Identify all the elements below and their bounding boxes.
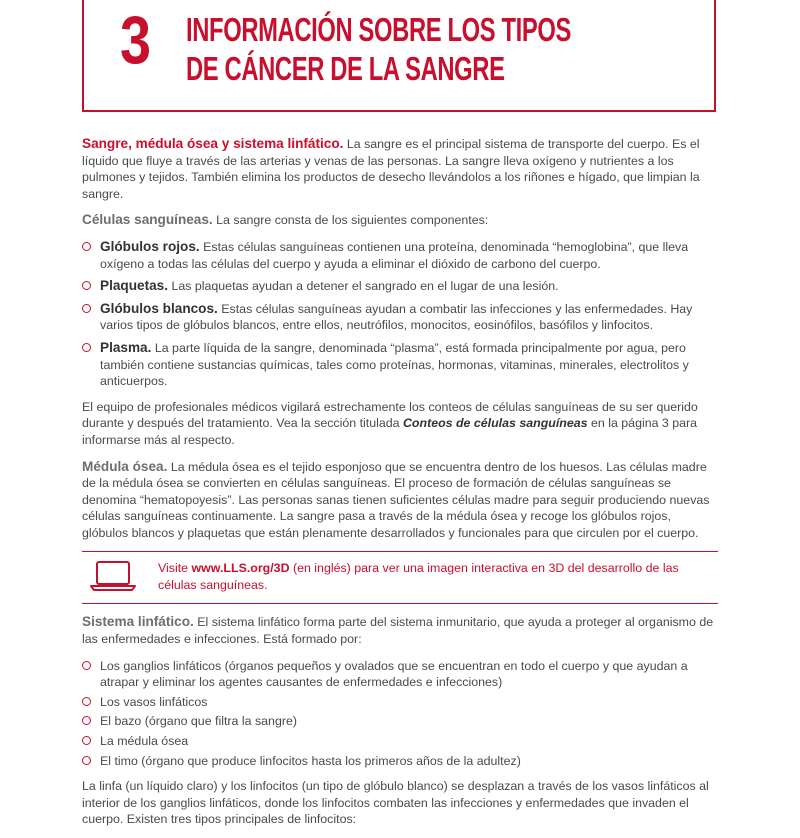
list-item-term: Plasma. [100,339,152,355]
circle-bullet-icon [82,661,91,670]
circle-bullet-icon [82,716,91,725]
laptop-icon [90,560,136,592]
intro-text: La sangre es el principal sistema de transporte del cuerpo. Es el líquido que fluye a través de las arterias y venas de las personas. La sangre lleva oxígeno y nutrientes a los pulmones y tejidos. También elimina los productos de desecho llevándolos a los riñones e hígado, que limpian la sangre. [82,137,700,201]
list-item-term: Glóbulos rojos. [100,238,200,254]
callout-visit-text: Visite [158,561,192,576]
lymph-text: El sistema linfático forma parte del sistema inmunitario, que ayuda a proteger al organismo de las enfermedades e infecciones. Está formado por: [82,615,714,647]
circle-bullet-icon [82,281,91,290]
chapter-title-line-2: DE CÁNCER DE LA SANGRE [186,50,505,87]
list-item-term: Plaquetas. [100,278,168,294]
circle-bullet-icon [82,736,91,745]
callout-text: (en inglés) para ver una imagen interactiva en 3D del desarrollo de las células sanguíneas. [158,561,679,593]
monitoring-text-after: en la página 3 para informarse más al respecto. [82,416,698,447]
circle-bullet-icon [82,343,91,352]
list-item [82,753,718,770]
circle-bullet-icon [82,304,91,313]
lymph-paragraph [82,614,718,647]
lymph-closing-paragraph: La linfa (un líquido claro) y los linfocitos (un tipo de glóbulo blanco) se desplazan a través de los vasos linfáticos al interior de los ganglios linfáticos, donde los linfocitos combaten las infecciones y enfermedades que invaden el cuerpo. Existen tres tipos principales de linfocitos: [82,779,709,827]
intro-lead: Sangre, médula ósea y sistema linfático. [82,136,344,151]
blood-cells-paragraph [82,212,718,229]
list-item-text: Los vasos linfáticos [100,694,208,709]
list-item-text: Las plaquetas ayudan a detener el sangrado en el lugar de una lesión. [168,279,559,294]
list-item [82,733,718,750]
list-item [82,301,718,334]
list-item-term: Glóbulos blancos. [100,300,218,316]
lymph-lead: Sistema linfático. [82,614,194,630]
monitoring-paragraph [82,399,718,449]
list-item [82,658,718,691]
circle-bullet-icon [82,697,91,706]
marrow-text: La médula ósea es el tejido esponjoso que se encuentra dentro de los huesos. Las células madre de la médula ósea se convierten en células sanguíneas. El proceso de formación de células sanguíneas se denomina “hematopoyesis”. Las personas sanas tienen suficientes células madre para seguir produciendo nuevas células sanguíneas continuamente. La sangre pasa a través de la médula ósea y recoge los glóbulos rojos, glóbulos blancos y plaquetas que están plenamente desarrollados y funcionales para que circulen por el cuerpo. [82,459,710,540]
chapter-title-line-1: INFORMACIÓN SOBRE LOS TIPOS [186,11,571,48]
chapter-number: 3 [120,2,152,78]
lymph-components-list [82,658,718,770]
list-item-text: La médula ósea [100,734,189,749]
list-item-text: El bazo (órgano que filtra la sangre) [100,714,297,729]
list-item-text: Estas células sanguíneas contienen una proteína, denominada “hemoglobina”, que lleva oxígeno a todas las células del cuerpo y ayuda a eliminar el dióxido de carbono del cuerpo. [100,239,689,271]
list-item-text: Los ganglios linfáticos (órganos pequeños y ovalados que se encuentran en todo el cuerpo y que ayudan a atrapar y eliminar los agentes causantes de enfermedades e infecciones) [100,658,688,690]
section-link[interactable]: Conteos de células sanguíneas [402,416,588,431]
blood-cells-lead: Células sanguíneas. [82,212,213,228]
list-item-text: Estas células sanguíneas ayudan a combatir las infecciones y las enfermedades. Hay varios tipos de glóbulos blancos, entre ellos, neutrófilos, monocitos, eosinófilos, basófilos y linfocitos. [100,301,693,333]
callout-box [82,551,718,604]
marrow-lead: Médula ósea. [82,458,168,474]
blood-components-list [82,239,718,390]
circle-bullet-icon [82,756,91,765]
list-item [82,340,718,390]
monitoring-text: El equipo de profesionales médicos vigilará estrechamente los conteos de células sanguíneas de su ser querido durante y después del tratamiento. Vea la sección titulada [82,399,698,431]
chapter-title [186,10,571,88]
lls-3d-link[interactable]: www.LLS.org/3D [191,561,290,576]
list-item [82,278,718,295]
list-item [82,713,718,730]
blood-cells-text: La sangre consta de los siguientes componentes: [212,213,489,228]
marrow-paragraph [82,459,718,542]
intro-paragraph [82,136,718,202]
list-item [82,239,718,272]
list-item-text: El timo (órgano que produce linfocitos hasta los primeros años de la adultez) [100,753,521,768]
list-item [82,694,718,711]
list-item-text: La parte líquida de la sangre, denominada “plasma”, está formada principalmente por agua, pero también contiene sustancias químicas, tales como proteínas, hormonas, vitaminas, minerales, electrolitos y anticuerpos. [100,340,689,389]
circle-bullet-icon [82,242,91,251]
document-body [82,136,718,838]
